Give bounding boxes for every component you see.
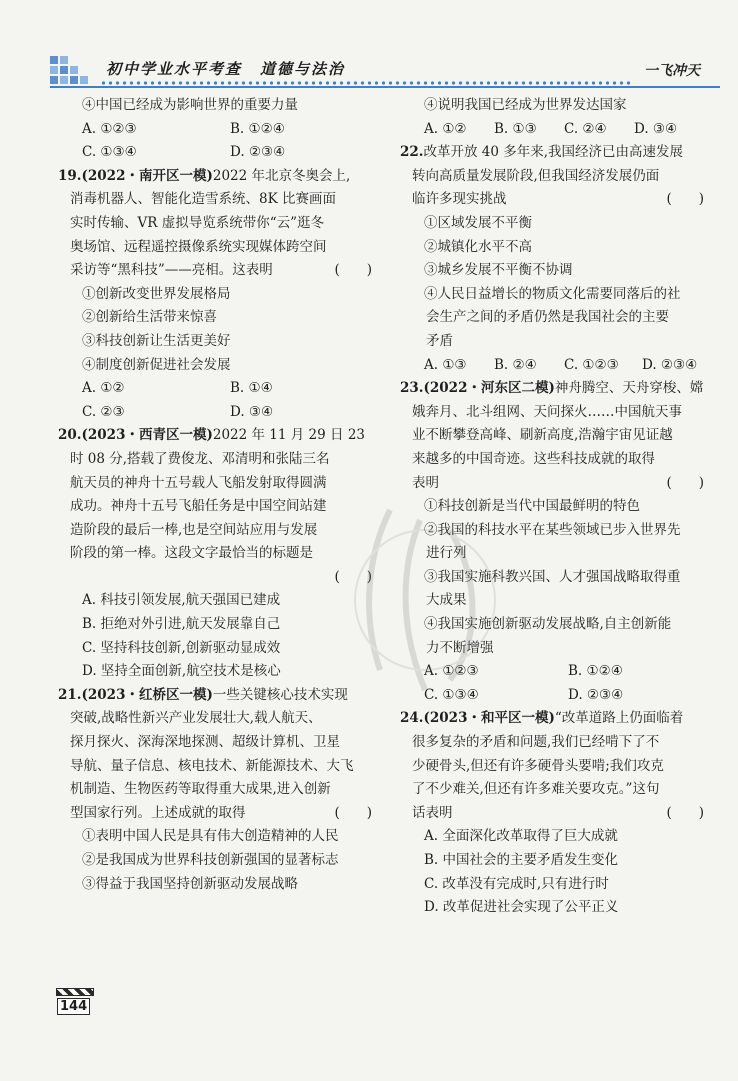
q20-line-4: 成功。神舟十五号飞船任务是中国空间站建: [70, 498, 327, 515]
q23-item-2-cont: 进行列: [426, 545, 467, 562]
page-number-stripe: [56, 988, 94, 996]
header-subject: 道德与法治: [260, 60, 346, 78]
q19-source: (2022・南开区一模): [81, 167, 213, 184]
q22-answer-bracket: ( ): [666, 191, 704, 208]
q23-number: 23.: [400, 380, 424, 397]
q23-option-d: D. ②③④: [568, 686, 624, 703]
q20-source: (2023・西青区一模): [81, 427, 213, 444]
q22-option-b: B. ②④: [494, 356, 537, 373]
watermark-logo: [330, 490, 520, 710]
q24-answer-bracket: ( ): [666, 804, 704, 821]
header-block-icon: [50, 56, 98, 86]
q19-line-2: 消毒机器人、智能化造雪系统、8K 比赛画面: [70, 191, 336, 208]
header-brand: 一飞冲天: [644, 63, 700, 79]
q21-line-6: 型国家行列。上述成就的取得: [70, 804, 246, 821]
q23-answer-bracket: ( ): [666, 474, 704, 491]
q21-item-4: ④说明我国已经成为世界发达国家: [424, 97, 627, 113]
q19-line-3: 实时传输、VR 虚拟导览系统带你“云”逛冬: [70, 214, 325, 231]
q20-choice-a: A. 科技引领发展,航天强国已建成: [82, 592, 281, 609]
q22-item-4: ④人民日益增长的物质文化需要同落后的社: [424, 285, 681, 302]
q24-source: (2023・和平区一模): [423, 710, 555, 727]
q19-item-2: ②创新给生活带来惊喜: [82, 309, 217, 326]
question-19: [58, 165, 380, 425]
q21-source: (2023・红桥区一模): [81, 686, 213, 703]
q19-option-b: B. ①④: [230, 380, 273, 397]
q21-line-3: 探月探火、深海深地探测、超级计算机、卫星: [70, 734, 340, 751]
q21-option-a: A. ①②: [424, 120, 467, 137]
q19-item-4: ④制度创新促进社会发展: [82, 356, 231, 373]
header-title: [106, 58, 345, 79]
page-number-badge: [56, 988, 94, 1018]
q19-option-a: A. ①②: [82, 380, 125, 397]
q23-line-4: 来越多的中国奇迹。这些科技成就的取得: [412, 450, 655, 467]
q20-line-2: 时 08 分,搭载了费俊龙、邓清明和张陆三名: [70, 450, 330, 467]
q23-item-2: ②我国的科技水平在某些领域已步入世界先: [424, 521, 681, 538]
q18-option-d: D. ②③④: [230, 144, 286, 161]
q24-choice-c: C. 改革没有完成时,只有进行时: [424, 875, 609, 892]
header-rule: [50, 86, 720, 88]
q20-choice-d: D. 坚持全面创新,航空技术是核心: [82, 663, 281, 680]
q23-line-2: 娥奔月、北斗组网、天问探火……中国航天事: [412, 403, 682, 420]
q22-number: 22.: [400, 144, 424, 161]
q20-line-6: 阶段的第一棒。这段文字最恰当的标题是: [70, 545, 313, 562]
q24-choice-b: B. 中国社会的主要矛盾发生变化: [424, 852, 619, 868]
q19-item-3: ③科技创新让生活更美好: [82, 332, 231, 349]
question-24: [400, 707, 712, 919]
q21-answer-bracket: ( ): [334, 804, 372, 821]
q22-line-1: 改革开放 40 多年来,我国经济已由高速发展: [423, 144, 684, 161]
q19-number: 19.: [58, 167, 82, 184]
q19-line-5: 采访等“黑科技”——亮相。这表明: [70, 262, 273, 279]
q19-line-1: 2022 年北京冬奥会上,: [212, 167, 351, 184]
question-21: [58, 684, 380, 896]
q18-options-2: [58, 141, 380, 165]
q23-option-b: B. ①②④: [568, 663, 623, 680]
q22-item-4-cont: 会生产之间的矛盾仍然是我国社会的主要: [426, 309, 669, 326]
q19-item-1: ①创新改变世界发展格局: [82, 285, 231, 302]
q24-choice-d: D. 改革促进社会实现了公平正义: [424, 899, 619, 916]
q19-option-c: C. ②③: [82, 403, 125, 420]
q19-line-4: 奥场馆、远程遥控摄像系统实现媒体跨空间: [70, 238, 327, 255]
q24-line-5: 话表明: [412, 804, 453, 821]
q23-item-3: ③我国实施科教兴国、人才强国战略取得重: [424, 568, 681, 585]
q24-choice-a: A. 全面深化改革取得了巨大成就: [424, 828, 618, 845]
q21-option-d: D. ③④: [634, 120, 678, 137]
q21-item-1: ①表明中国人民是具有伟大创造精神的人民: [82, 828, 339, 845]
page-number: 144: [57, 998, 90, 1015]
q20-line-3: 航天员的神舟十五号载人飞船发射取得圆满: [70, 474, 327, 491]
q22-item-3: ③城乡发展不平衡不协调: [424, 262, 573, 279]
q21-line-4: 导航、量子信息、核电技术、新能源技术、大飞: [70, 757, 354, 774]
q23-source: (2022・河东区二模): [423, 380, 555, 397]
q20-line-1: 2022 年 11 月 29 日 23: [212, 427, 365, 444]
q23-item-4-cont: 力不断增强: [426, 639, 494, 656]
q22-item-1: ①区域发展不平衡: [424, 214, 532, 231]
q18-option-a: A. ①②③: [82, 120, 137, 137]
q24-line-4: 了不少难关,但还有许多难关要攻克。”这句: [412, 781, 660, 798]
question-22: [400, 141, 712, 377]
q21-number: 21.: [58, 686, 82, 703]
q23-option-c: C. ①③④: [424, 686, 479, 703]
q24-line-1: “改革道路上仍面临着: [554, 710, 684, 727]
q22-option-d: D. ②③④: [642, 356, 698, 373]
q21-option-b: B. ①③: [494, 120, 537, 137]
q18-option-b: B. ①②④: [230, 120, 285, 137]
q20-choice-c: C. 坚持科技创新,创新驱动显成效: [82, 639, 281, 656]
q22-item-4-cont2: 矛盾: [426, 332, 453, 349]
q21-item-2: ②是我国成为世界科技创新强国的显著标志: [82, 852, 339, 868]
q20-number: 20.: [58, 427, 82, 444]
q21-line-2: 突破,战略性新兴产业发展壮大,载人航天、: [70, 710, 322, 727]
q24-line-2: 很多复杂的矛盾和问题,我们已经啃下了不: [412, 734, 660, 751]
q20-answer-bracket: ( ): [334, 568, 372, 585]
q23-item-4: ④我国实施创新驱动发展战略,自主创新能: [424, 616, 672, 633]
q23-item-3-cont: 大成果: [426, 592, 467, 609]
q21-line-5: 机制造、生物医药等取得重大成果,进入创新: [70, 781, 331, 798]
q20-choice-b: B. 拒绝对外引进,航天发展靠自己: [82, 616, 281, 633]
q18-option-c: C. ①③④: [82, 144, 137, 161]
q21-item-3: ③得益于我国坚持创新驱动发展战略: [82, 875, 298, 892]
q21-option-c: C. ②④: [564, 120, 607, 137]
q23-line-1: 神舟腾空、天舟穿梭、嫦: [554, 380, 704, 397]
q23-line-5: 表明: [412, 474, 439, 491]
q19-option-d: D. ③④: [230, 403, 274, 420]
q19-answer-bracket: ( ): [334, 262, 372, 279]
q18-item-4: ④中国已经成为影响世界的重要力量: [82, 97, 298, 113]
q23-item-1: ①科技创新是当代中国最鲜明的特色: [424, 498, 640, 515]
q20-line-5: 造阶段的最后一棒,也是空间站应用与发展: [70, 521, 318, 538]
q22-item-2: ②城镇化水平不高: [424, 238, 532, 255]
q23-option-a: A. ①②③: [424, 663, 479, 680]
q21-line-1: 一些关键核心技术实现: [212, 686, 348, 703]
q24-number: 24.: [400, 710, 424, 727]
q24-line-3: 少硬骨头,但还有许多硬骨头要啃;我们攻克: [412, 757, 664, 774]
q22-line-3: 临许多现实挑战: [412, 191, 507, 208]
q23-line-3: 业不断攀登高峰、刷新高度,浩瀚宇宙见证越: [412, 427, 673, 444]
header-series: 初中学业水平考查: [106, 60, 243, 78]
q22-option-a: A. ①③: [424, 356, 467, 373]
q22-option-c: C. ①②③: [564, 356, 619, 373]
q22-line-2: 转向高质量发展阶段,但我国经济发展仍面: [412, 167, 660, 184]
q18-options: [58, 118, 380, 142]
